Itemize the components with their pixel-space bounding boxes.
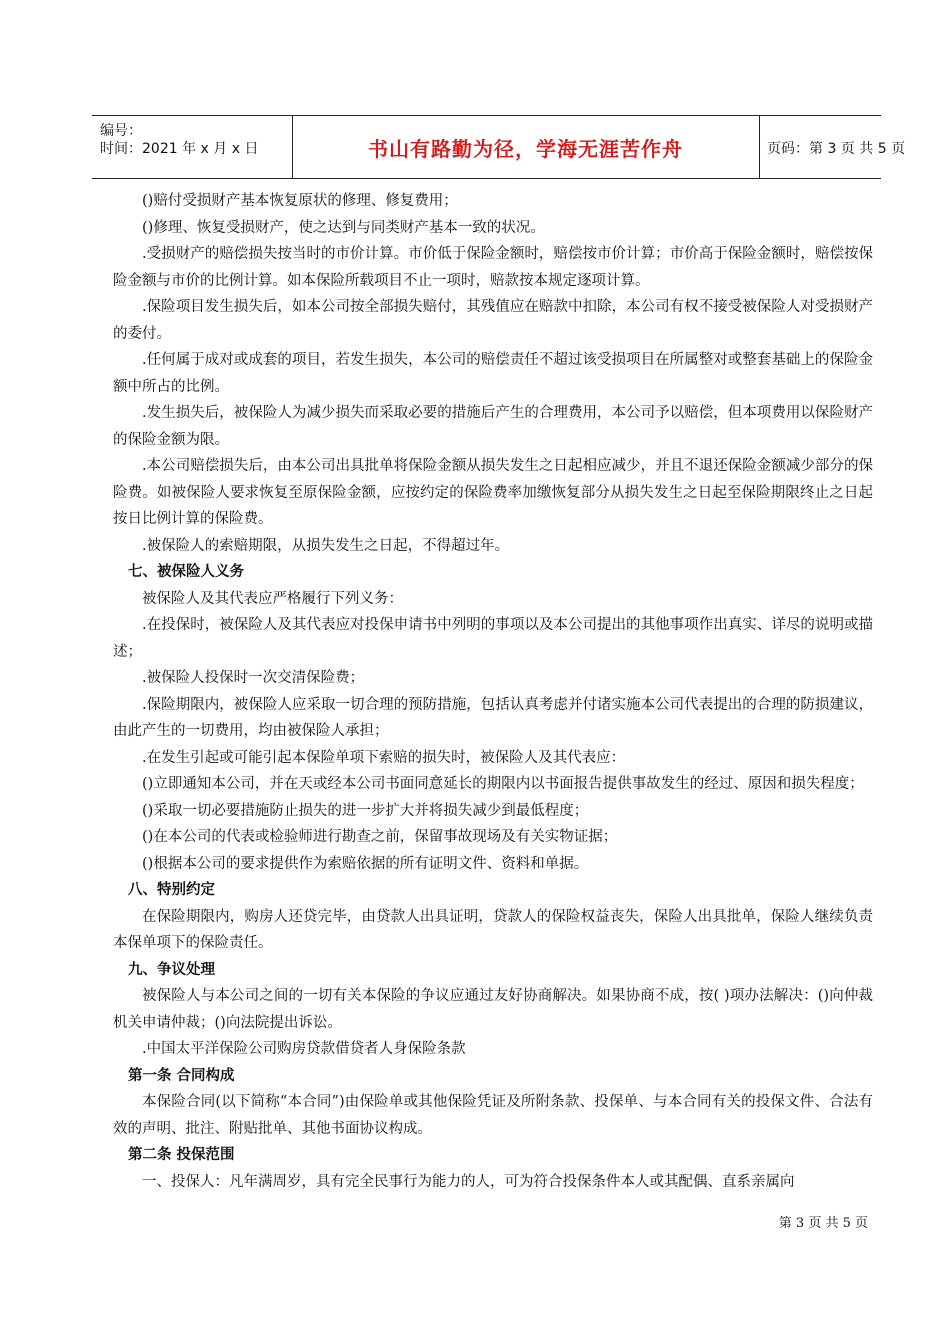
paragraph: .任何属于成对或成套的项目，若发生损失，本公司的赔偿责任不超过该受损项目在所属整对或整套基础上的保险金额中所占的比例。 — [113, 352, 873, 395]
paragraph: 被保险人及其代表应严格履行下列义务： — [142, 590, 403, 607]
paragraph: .在投保时，被保险人及其代表应对投保申请书中列明的事项以及本公司提出的其他事项作出真实、详尽的说明或描述； — [113, 617, 873, 660]
document-date: 时间：2021 年 x 月 x 日 — [100, 141, 259, 157]
paragraph: 本保险合同(以下简称“本合同”)由保险单或其他保险凭证及所附条款、投保单、与本合同有关的投保文件、合法有效的声明、批注、附贴批单、其他书面协议构成。 — [113, 1094, 873, 1137]
paragraph: .受损财产的赔偿损失按当时的市价计算。市价低于保险金额时，赔偿按市价计算；市价高于保险金额时，赔偿按保险金额与市价的比例计算。如本保险所载项目不止一项时，赔款按本规定逐项计算。 — [113, 246, 873, 289]
article-heading: 第一条 合同构成 — [128, 1067, 235, 1084]
paragraph: .保险期限内，被保险人应采取一切合理的预防措施，包括认真考虑并付诸实施本公司代表提出的合理的防损建议，由此产生的一切费用，均由被保险人承担； — [113, 696, 873, 739]
paragraph: ()立即通知本公司，并在天或经本公司书面同意延长的期限内以书面报告提供事故发生的经过、原因和损失程度； — [142, 776, 864, 792]
paragraph: ()修理、恢复受损财产，使之达到与同类财产基本一致的状况。 — [142, 219, 545, 236]
paragraph: .被保险人投保时一次交清保险费； — [142, 670, 365, 686]
paragraph: ()采取一切必要措施防止损失的进一步扩大并将损失减少到最低程度； — [142, 802, 589, 819]
paragraph: .被保险人的索赔期限，从损失发生之日起，不得超过年。 — [142, 537, 510, 554]
paragraph: .中国太平洋保险公司购房贷款借贷者人身保险条款 — [142, 1041, 466, 1057]
paragraph: 被保险人与本公司之间的一切有关本保险的争议应通过友好协商解决。如果协商不成，按( )项办法解决：()向仲裁机关申请仲裁；()向法院提出诉讼。 — [113, 988, 873, 1031]
paragraph: .发生损失后，被保险人为减少损失而采取必要的措施后产生的合理费用，本公司予以赔偿，但本项费用以保险财产的保险金额为限。 — [113, 405, 873, 448]
section-heading: 八、特别约定 — [128, 882, 215, 898]
paragraph: ()赔付受损财产基本恢复原状的修理、修复费用； — [142, 193, 458, 209]
paragraph: .保险项目发生损失后，如本公司按全部损失赔付，其残值应在赔款中扣除，本公司有权不接受被保险人对受损财产的委付。 — [113, 299, 873, 342]
header-page-cell — [759, 116, 906, 178]
paragraph: 一、投保人：凡年满周岁，具有完全民事行为能力的人，可为符合投保条件本人或其配偶、直系亲属向 — [142, 1173, 795, 1190]
header-motto: 书山有路勤为径，学海无涯苦作舟 — [368, 137, 683, 161]
section-heading: 七、被保险人义务 — [128, 564, 244, 580]
paragraph: .在发生引起或可能引起本保险单项下索赔的损失时，被保险人及其代表应： — [142, 749, 626, 766]
footer-page-number: 第 3 页 共 5 页 — [778, 1216, 868, 1231]
header-info-cell — [92, 116, 293, 178]
document-body — [113, 188, 873, 1195]
article-heading: 第二条 投保范围 — [128, 1147, 235, 1163]
paragraph: ()根据本公司的要求提供作为索赔依据的所有证明文件、资料和单据。 — [142, 855, 589, 872]
paragraph: .本公司赔偿损失后，由本公司出具批单将保险金额从损失发生之日起相应减少，并且不退还保险金额减少部分的保险费。如被保险人要求恢复至原保险金额，应按约定的保险费率加缴恢复部分从损失发生之日起至保险期限终止之日起按日比例计算的保险费。 — [113, 458, 873, 527]
header-motto-cell — [292, 116, 760, 178]
paragraph: ()在本公司的代表或检验师进行勘查之前，保留事故现场及有关实物证据； — [142, 829, 618, 845]
paragraph: 在保险期限内，购房人还贷完毕，由贷款人出具证明，贷款人的保险权益丧失，保险人出具批单，保险人继续负责本保单项下的保险责任。 — [113, 908, 873, 951]
header-page-number: 页码：第 3 页 共 5 页 — [767, 141, 906, 157]
document-number-label: 编号： — [100, 123, 142, 139]
document-header — [92, 115, 906, 179]
section-heading: 九、争议处理 — [128, 961, 215, 978]
